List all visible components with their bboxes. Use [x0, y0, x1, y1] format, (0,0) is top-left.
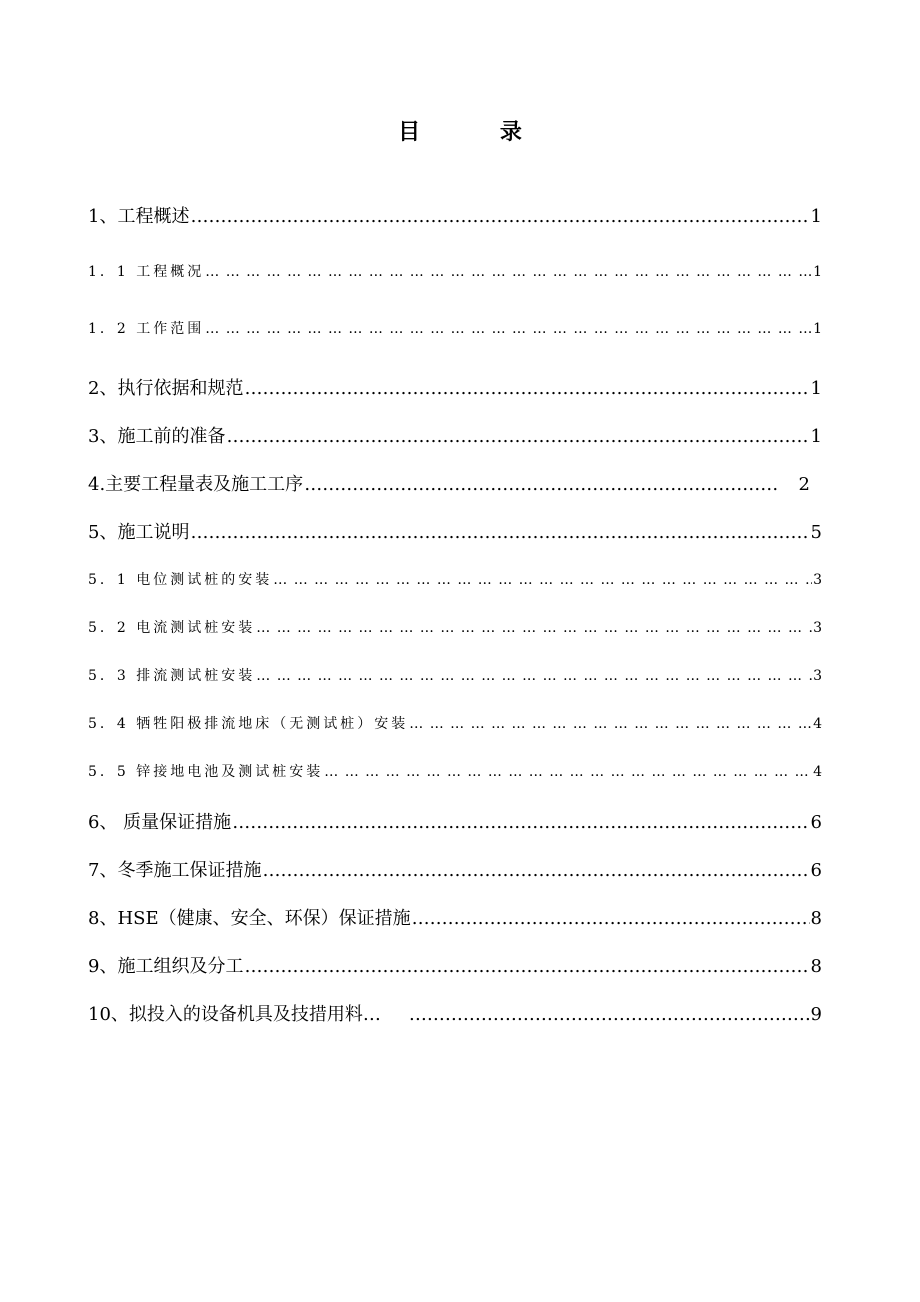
toc-entry-page: 4: [813, 764, 822, 780]
dot-leader: [190, 206, 809, 227]
toc-entry-page: 1: [810, 206, 822, 227]
toc-entry-page: 3: [813, 620, 822, 636]
toc-entry-label: 1．1 工程概况: [88, 264, 205, 280]
toc-entry-label: 6、 质量保证措施: [88, 812, 232, 833]
dot-leader: [226, 426, 809, 447]
toc-entry-page: 9: [810, 1004, 822, 1025]
dot-leader: [324, 764, 812, 780]
toc-entry-page: 1: [813, 264, 822, 280]
toc-entry[interactable]: [88, 202, 822, 228]
toc-entry-label: 5．1 电位测试桩的安装: [88, 572, 273, 588]
toc-entry-label: 1．2 工作范围: [88, 321, 205, 337]
dot-leader: [256, 668, 812, 684]
dot-leader: [304, 474, 777, 495]
dot-leader: [205, 264, 812, 280]
dot-leader: [412, 908, 810, 929]
toc-entry-page: 3: [813, 668, 822, 684]
toc-entry[interactable]: [88, 952, 822, 978]
dot-leader: [232, 812, 809, 833]
toc-entry[interactable]: [88, 617, 822, 637]
toc-entry-page: 6: [810, 812, 822, 833]
toc-entry-label: 1、工程概述: [88, 206, 190, 227]
dot-leader: [190, 522, 809, 543]
toc-entry-label: 5．5 锌接地电池及测试桩安装: [88, 764, 324, 780]
toc-entry[interactable]: [88, 856, 822, 882]
toc-entry[interactable]: [88, 318, 822, 338]
toc-entry-label: 10、拟投入的设备机具及技措用料…: [88, 1004, 381, 1025]
toc-entry-label: 7、冬季施工保证措施: [88, 860, 262, 881]
toc-entry[interactable]: [88, 665, 822, 685]
toc-title: 目 录: [398, 119, 558, 145]
toc-entry-label: 5．3 排流测试桩安装: [88, 668, 256, 684]
toc-entry[interactable]: [88, 470, 822, 496]
toc-entry[interactable]: [88, 761, 822, 781]
toc-entry[interactable]: [88, 904, 822, 930]
toc-entry[interactable]: [88, 569, 822, 589]
toc-entry-label: 3、施工前的准备: [88, 426, 226, 447]
toc-entry-label: 5．2 电流测试桩安装: [88, 620, 256, 636]
toc-entry[interactable]: [88, 808, 822, 834]
toc-entry-page: 1: [813, 321, 822, 337]
toc-entry-page: 6: [810, 860, 822, 881]
dot-leader: [409, 1004, 810, 1025]
dot-leader: [409, 716, 812, 732]
toc-entry[interactable]: [88, 713, 822, 733]
toc-entry[interactable]: [88, 261, 822, 281]
dot-leader: [244, 956, 809, 977]
toc-entry-page: 8: [810, 956, 822, 977]
toc-entry-page: 1: [810, 426, 822, 447]
dot-leader: [262, 860, 809, 881]
dot-leader: [273, 572, 812, 588]
dot-leader: [256, 620, 812, 636]
toc-entry-page: 4: [813, 716, 822, 732]
toc-entry-page: 2: [798, 474, 810, 495]
toc-entry-label: 4.主要工程量表及施工工序: [88, 474, 304, 495]
toc-entry[interactable]: [88, 1000, 822, 1026]
toc-entry-label: 5、施工说明: [88, 522, 190, 543]
dot-leader: [205, 321, 812, 337]
toc-entry-label: 8、HSE（健康、安全、环保）保证措施: [88, 908, 411, 929]
toc-entry-label: 9、施工组织及分工: [88, 956, 244, 977]
toc-entry-page: 1: [810, 378, 822, 399]
toc-entry-page: 3: [813, 572, 822, 588]
toc-entry[interactable]: [88, 422, 822, 448]
toc-entry-label: 2、执行依据和规范: [88, 378, 244, 399]
toc-entry-page: 8: [810, 908, 822, 929]
toc-entry[interactable]: [88, 518, 822, 544]
dot-leader: [244, 378, 809, 399]
toc-entry[interactable]: [88, 374, 822, 400]
toc-entry-page: 5: [810, 522, 822, 543]
toc-entry-label: 5．4 牺牲阳极排流地床（无测试桩）安装: [88, 716, 409, 732]
